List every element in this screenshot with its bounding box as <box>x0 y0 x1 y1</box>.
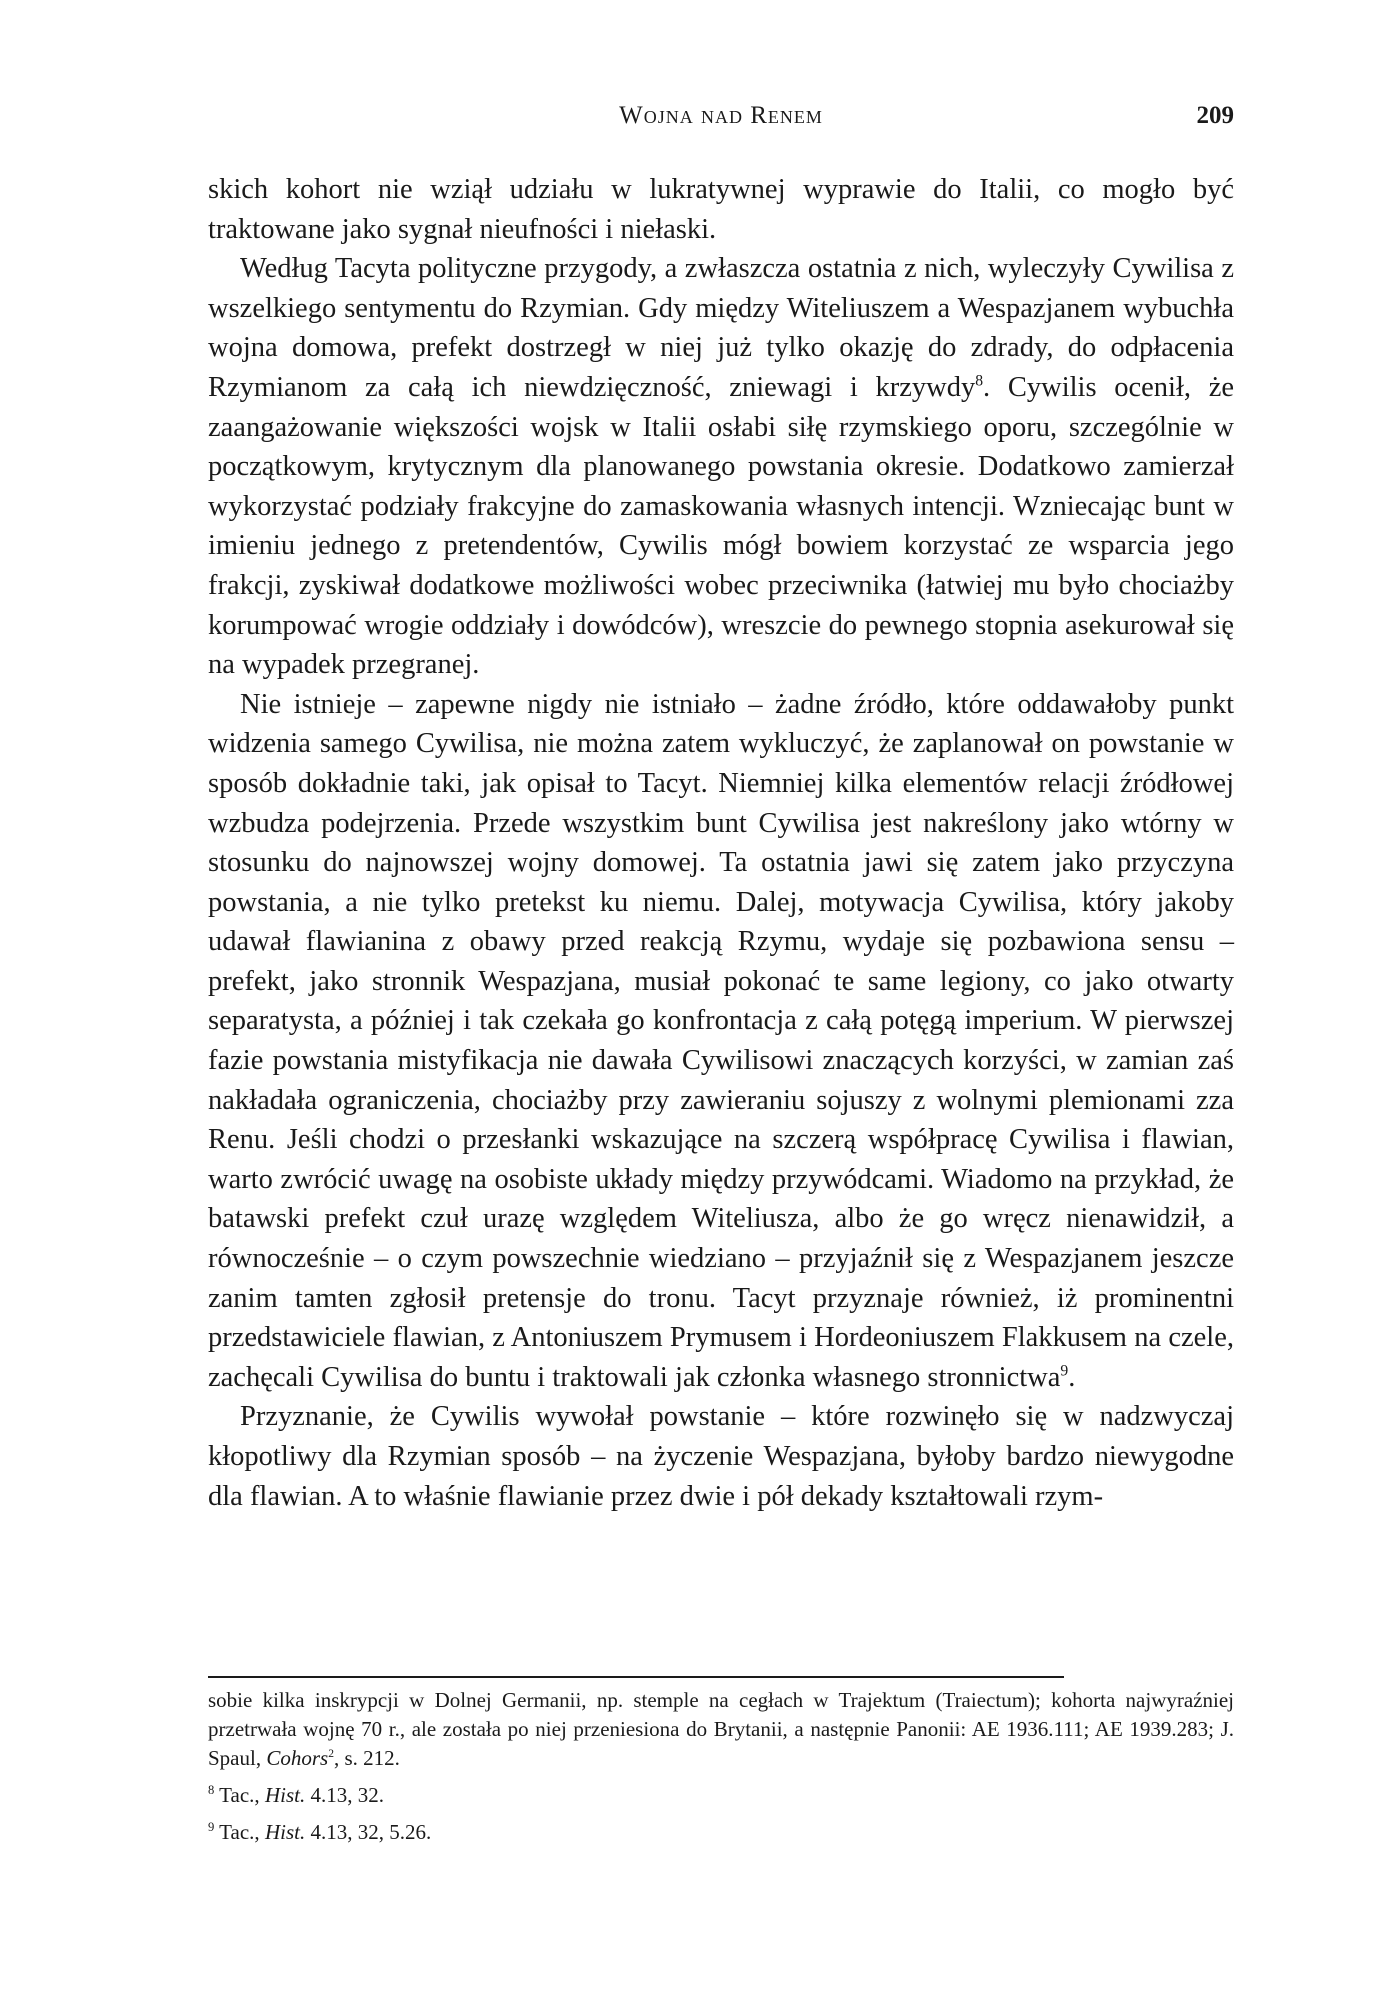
footnote-9-title: Hist. <box>264 1820 306 1844</box>
running-head <box>208 102 1234 134</box>
footnote-ref-8[interactable]: 8 <box>975 372 984 390</box>
footnote-8-mark: 8 <box>208 1783 215 1797</box>
footnote-9-text-a: Tac., <box>219 1820 265 1844</box>
paragraph-2 <box>208 249 1234 685</box>
footnote-9 <box>208 1818 1234 1847</box>
footnote-continued <box>208 1686 1234 1773</box>
footnote-ref-9[interactable]: 9 <box>1060 1362 1069 1380</box>
paragraph-2-text-b: . Cywilis ocenił, że zaangażowanie większości wojsk w Italii osłabi siłę rzymskiego oporu, szczególnie w początkowym, krytycznym dla planowanego powstania okresie. Dodatkowo zamierzał wykorzystać podziały frakcyjne do zamaskowania własnych intencji. Wzniecając bunt w imieniu jednego z pretendentów, Cywilis mógł bowiem korzystać ze wsparcia jego frakcji, zyskiwał dodatkowe możliwości wobec przeciwnika (łatwiej mu było chociażby korumpować wrogie oddziały i dowódców), wreszcie do pewnego stopnia asekurował się na wypadek przegranej. <box>208 371 1235 681</box>
footnote-9-text-b: 4.13, 32, 5.26. <box>305 1820 432 1844</box>
footnote-8 <box>208 1781 1234 1810</box>
footnote-8-title: Hist. <box>264 1783 306 1807</box>
running-title: Wojna nad Renem <box>619 102 823 129</box>
page-number: 209 <box>1196 102 1234 129</box>
paragraph-3-text-b: . <box>1068 1361 1076 1393</box>
paragraph-2-text-a: Według Tacyta polityczne przygody, a zwłaszcza ostatnia z nich, wyleczyły Cywilisa z wszelkiego sentymentu do Rzymian. Gdy między Witeliuszem a Wespazjanem wybuchła wojna domowa, prefekt dostrzegł w niej już tylko okazję do zdrady, do odpłacenia Rzymianom za całą ich niewdzięczność, zniewagi i krzywdy <box>208 253 1234 403</box>
footnote-continued-text-b: , s. 212. <box>333 1746 400 1770</box>
paragraph-3 <box>208 685 1234 1398</box>
body-text <box>208 170 1234 1516</box>
footnote-continued-edition: 2 <box>328 1748 334 1760</box>
footnote-continued-title: Cohors <box>266 1746 329 1770</box>
footnote-8-text-a: Tac., <box>219 1783 265 1807</box>
paragraph-4: Przyznanie, że Cywilis wywołał powstanie – które rozwinęło się w nadzwyczaj kłopotliwy dla Rzymian sposób – na życzenie Wespazjana, byłoby bardzo niewygodne dla flawian. A to właśnie flawianie przez dwie i pół dekady kształtowali rzym- <box>208 1401 1234 1512</box>
footnote-9-mark: 9 <box>208 1820 215 1834</box>
footnote-rule <box>208 1676 1064 1678</box>
footnote-continued-text-a: sobie kilka inskrypcji w Dolnej Germanii, np. stemple na cegłach w Trajektum (Traiectum); kohorta najwyraźniej przetrwała wojnę 70 r., ale została po niej przeniesiona do Brytanii, a następnie Panonii: AE 1936.111; AE 1939.283; J. Spaul, <box>208 1688 1234 1770</box>
footnotes <box>208 1686 1234 1855</box>
paragraph-3-text-a: Nie istnieje – zapewne nigdy nie istniało – żadne źródło, które oddawałoby punkt widzenia samego Cywilisa, nie można zatem wykluczyć, że zaplanował on powstanie w sposób dokładnie taki, jak opisał to Tacyt. Niemniej kilka elementów relacji źródłowej wzbudza podejrzenia. Przede wszystkim bunt Cywilisa jest nakreślony jako wtórny w stosunku do najnowszej wojny domowej. Ta ostatnia jawi się zatem jako przyczyna powstania, a nie tylko pretekst ku niemu. Dalej, motywacja Cywilisa, który jakoby udawał flawianina z obawy przed reakcją Rzymu, wydaje się pozbawiona sensu – prefekt, jako stronnik Wespazjana, musiał pokonać te same legiony, co jako otwarty separatysta, a później i tak czekała go konfrontacja z całą potęgą imperium. W pierwszej fazie powstania mistyfikacja nie dawała Cywilisowi znaczących korzyści, w zamian zaś nakładała ograniczenia, chociażby przy zawieraniu sojuszy z wolnymi plemionami zza Renu. Jeśli chodzi o przesłanki wskazujące na szczerą współpracę Cywilisa i flawian, warto zwrócić uwagę na osobiste układy między przywódcami. Wiadomo na przykład, że batawski prefekt czuł urazę względem Witeliusza, albo że go wręcz nienawidził, a równocześnie – o czym powszechnie wiedziano – przyjaźnił się z Wespazjanem jeszcze zanim tamten zgłosił pretensje do tronu. Tacyt przyznaje również, iż prominentni przedstawiciele flawian, z Antoniuszem Prymusem i Hordeoniuszem Flakkusem na czele, zachęcali Cywilisa do buntu i traktowali jak członka własnego stronnictwa <box>208 688 1234 1393</box>
paragraph-continued: skich kohort nie wziął udziału w lukratywnej wyprawie do Italii, co mogło być traktowane jako sygnał nieufności i niełaski. <box>208 174 1234 245</box>
footnote-8-text-b: 4.13, 32. <box>305 1783 384 1807</box>
